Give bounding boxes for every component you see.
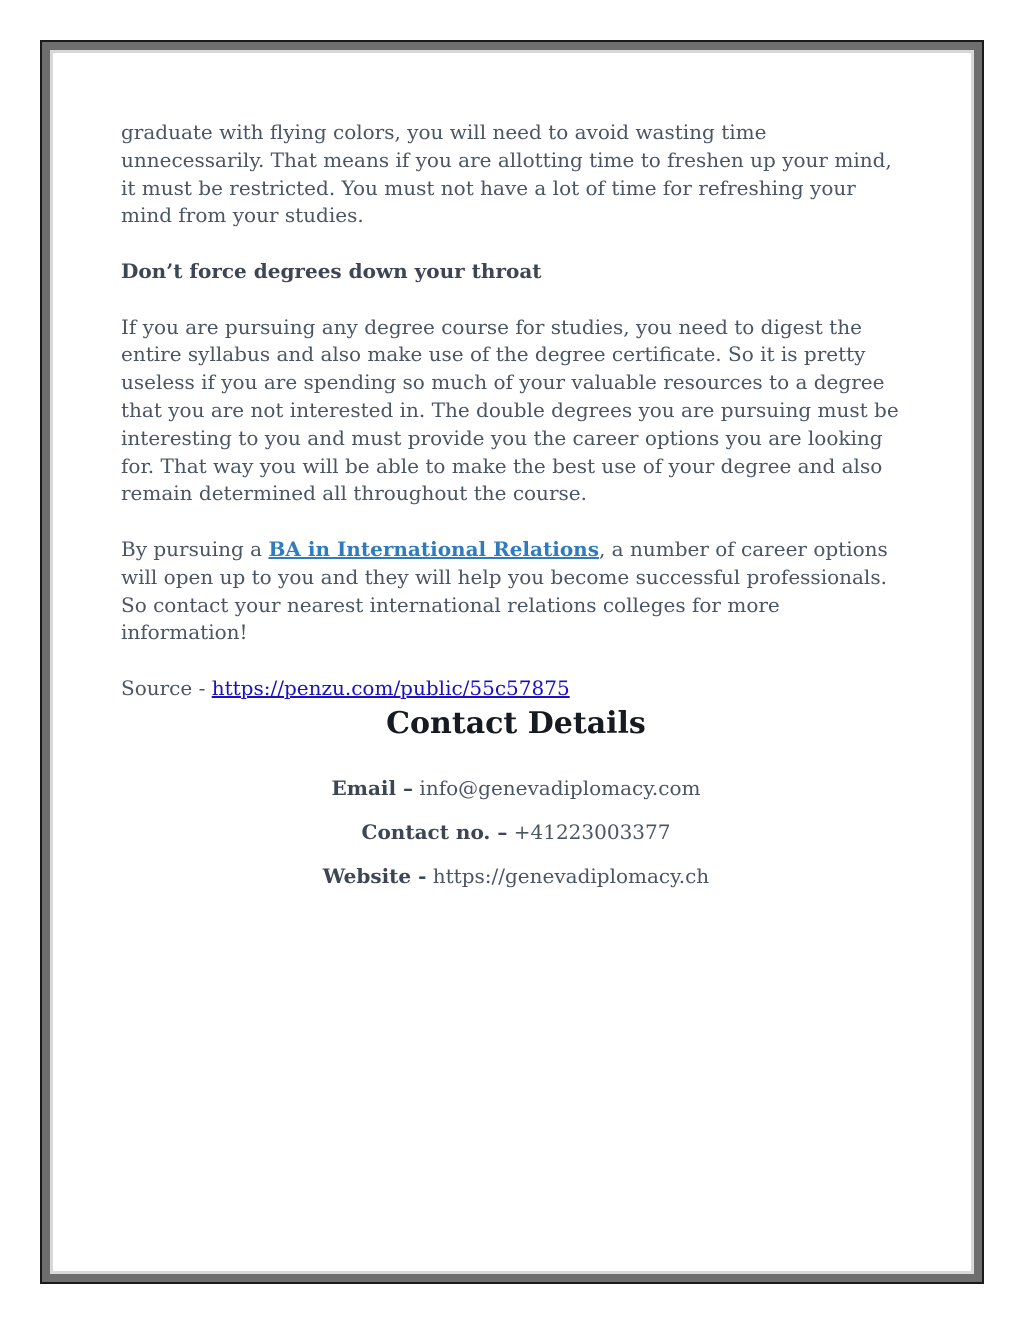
source-line [121,675,911,703]
phone-value: +41223003377 [507,820,671,844]
website-label: Website - [322,864,427,888]
ba-international-relations-link[interactable]: BA in International Relations [268,536,599,561]
phone-row [121,818,911,846]
intro-paragraph: graduate with flying colors, you will need to avoid wasting time unnecessarily. That means if you are allotting time to freshen up your mind, it must be restricted. You must not have a lot of time for refreshing your mind from your studies. [121,120,892,228]
email-label: Email – [331,776,414,800]
website-row [121,862,911,890]
closing-prefix: By pursuing a [121,536,269,561]
phone-label: Contact no. – [361,820,508,844]
closing-suffix: , a number of career options will open up to you and they will help you become successful professionals. So contact your nearest international relations colleges for more information! [121,536,888,645]
section-paragraph: If you are pursuing any degree course for studies, you need to digest the entire syllabus and also make use of the degree certificate. So it is pretty useless if you are spending so much of your valuable resources to a degree that you are not interested in. The double degrees you are pursuing must be interesting to you and must provide you the career options you are looking for. That way you will be able to make the best use of your degree and also remain determined all throughout the course. [121,314,899,506]
section-heading: Don’t force degrees down your throat [121,258,542,283]
source-label: Source - [121,675,212,700]
email-row [121,774,911,802]
source-link[interactable]: https://penzu.com/public/55c57875 [211,675,570,700]
website-value: https://genevadiplomacy.ch [426,864,710,888]
closing-paragraph [121,536,911,647]
email-value: info@genevadiplomacy.com [413,776,701,800]
contact-title: Contact Details [386,706,646,741]
contact-details [121,700,911,906]
article-body [121,119,911,731]
